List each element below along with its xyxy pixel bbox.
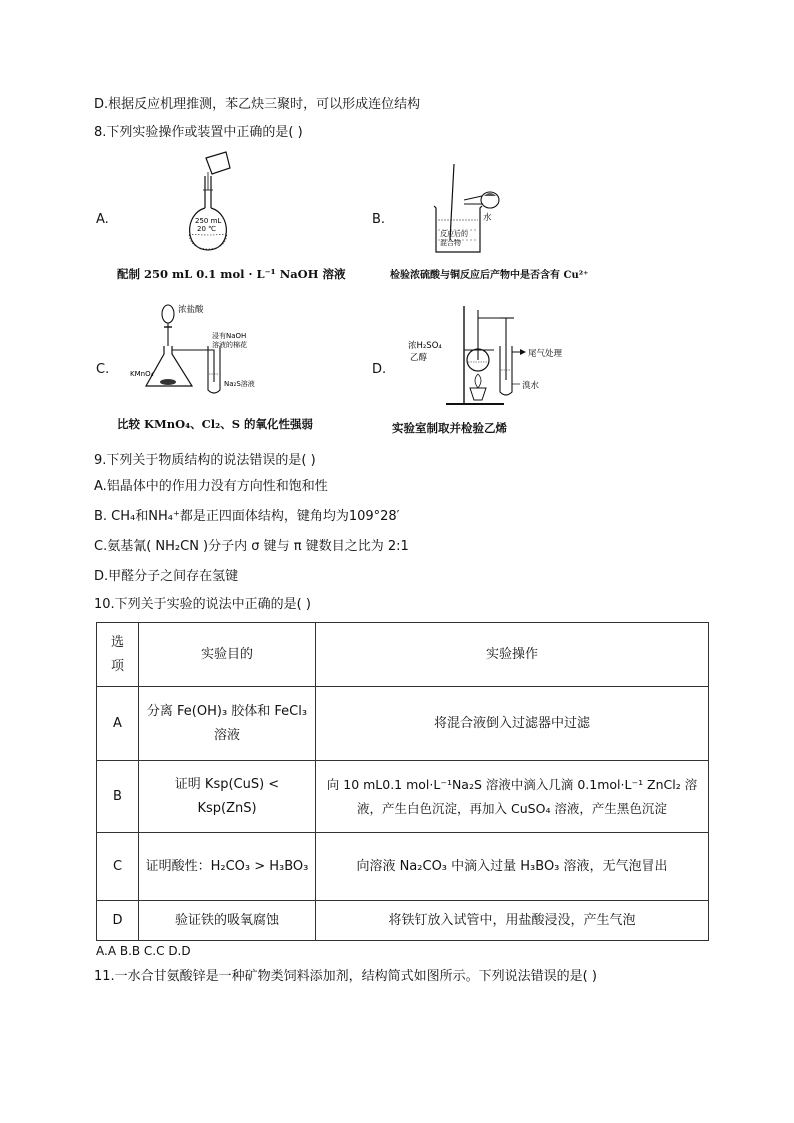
flask-volume-label: 250 mL [195, 217, 222, 225]
row-operation: 向溶液 Na₂CO₃ 中滴入过量 H₃BO₃ 溶液，无气泡冒出 [316, 833, 709, 901]
oxidation-apparatus-figure [128, 300, 278, 400]
row-option: B [97, 761, 139, 833]
q8-stem: 8.下列实验操作或装置中正确的是( ) [94, 125, 303, 140]
naoh-cotton-label-2: 溶液的棉花 [212, 341, 247, 349]
q8-a-caption: 配制 250 mL 0.1 mol · L⁻¹ NaOH 溶液 [117, 267, 346, 281]
q8-d-letter: D. [372, 362, 387, 377]
dilution-beaker-figure [428, 160, 528, 260]
table-row [97, 761, 709, 833]
conc-hcl-label: 浓盐酸 [178, 305, 204, 315]
q8-c-letter: C. [96, 362, 110, 377]
q9-option-c: C.氨基氰( NH₂CN )分子内 σ 键与 π 键数目之比为 2:1 [94, 539, 409, 554]
ethylene-apparatus-figure [402, 300, 582, 410]
row-operation: 将混合液倒入过滤器中过滤 [316, 687, 709, 761]
na2s-label: Na₂S溶液 [224, 380, 255, 388]
q9-option-a: A.铝晶体中的作用力没有方向性和饱和性 [94, 479, 328, 494]
ethanol-label: 乙醇 [410, 353, 428, 363]
q8-c-caption: 比较 KMnO₄、Cl₂、S 的氧化性强弱 [117, 417, 314, 431]
q10-table [96, 622, 709, 941]
q10-stem: 10.下列关于实验的说法中正确的是( ) [94, 597, 311, 612]
mixture-label-2: 混合物 [440, 239, 461, 247]
q9-stem: 9.下列关于物质结构的说法错误的是( ) [94, 453, 316, 468]
row-option: D [97, 901, 139, 941]
naoh-cotton-label-1: 浸有NaOH [212, 332, 247, 340]
q11-stem: 11.一水合甘氨酸锌是一种矿物类饲料添加剂，结构简式如图所示。下列说法错误的是( ) [94, 969, 597, 984]
q8-b-caption: 检验浓硫酸与铜反应后产物中是否含有 Cu²⁺ [390, 270, 589, 281]
bromine-water-label: 溴水 [522, 381, 540, 391]
q8-a-letter: A. [96, 212, 109, 227]
flask-temperature-label: 20 ℃ [197, 225, 216, 233]
row-operation: 将铁钉放入试管中，用盐酸浸没，产生气泡 [316, 901, 709, 941]
q8-d-caption: 实验室制取并检验乙烯 [392, 421, 507, 435]
header-goal: 实验目的 [139, 623, 316, 687]
conc-h2so4-label: 浓H₂SO₄ [408, 341, 442, 351]
q9-option-d: D.甲醛分子之间存在氢键 [94, 569, 239, 584]
tail-gas-label: 尾气处理 [528, 349, 563, 359]
row-option: A [97, 687, 139, 761]
q10-options: A.A B.B C.C D.D [96, 944, 191, 958]
header-operation: 实验操作 [316, 623, 709, 687]
row-goal: 验证铁的吸氧腐蚀 [139, 901, 316, 941]
kmno4-label: KMnO₄ [130, 370, 154, 378]
header-option: 选项 [97, 623, 139, 687]
row-goal: 证明 Ksp(CuS) < Ksp(ZnS) [139, 761, 316, 833]
row-operation: 向 10 mL0.1 mol·L⁻¹Na₂S 溶液中滴入几滴 0.1mol·L⁻¹ ZnCl₂ 溶液，产生白色沉淀，再加入 CuSO₄ 溶液，产生黑色沉淀 [316, 761, 709, 833]
water-label: 水 [483, 213, 492, 223]
q9-option-b: B. CH₄和NH₄⁺都是正四面体结构，键角均为109°28′ [94, 509, 400, 524]
row-option: C [97, 833, 139, 901]
table-header-row [97, 623, 709, 687]
table-row [97, 901, 709, 941]
table-row [97, 833, 709, 901]
volumetric-flask-figure [178, 150, 258, 260]
mixture-label-1: 反应后的 [440, 230, 468, 238]
q8-b-letter: B. [372, 212, 386, 227]
row-goal: 证明酸性：H₂CO₃ > H₃BO₃ [139, 833, 316, 901]
table-row [97, 687, 709, 761]
q7-option-d: D.根据反应机理推测，苯乙炔三聚时，可以形成连位结构 [94, 97, 421, 112]
row-goal: 分离 Fe(OH)₃ 胶体和 FeCl₃ 溶液 [139, 687, 316, 761]
